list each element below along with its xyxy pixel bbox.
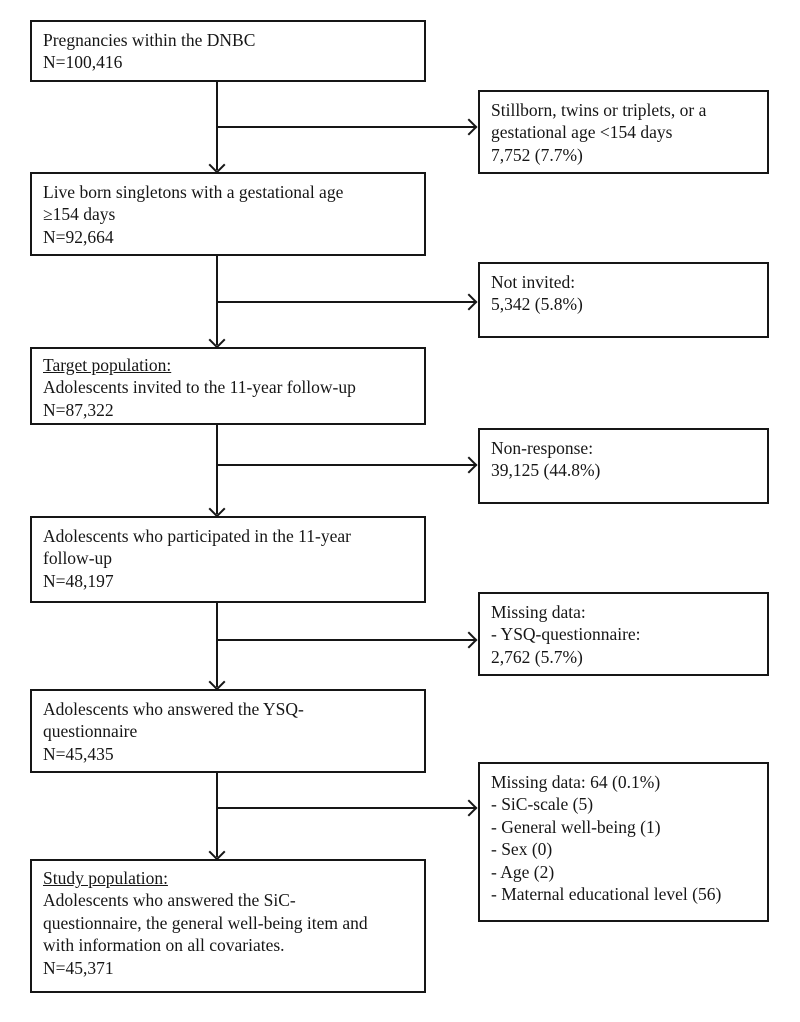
arrow-right-icon — [461, 800, 478, 817]
box-text-line: - SiC-scale (5) — [491, 794, 594, 815]
flow-box-target-population — [30, 347, 426, 425]
arrow-down-icon — [209, 501, 226, 518]
connector-horizontal-1 — [217, 126, 475, 128]
exclusion-box-stillborn-twins — [478, 90, 769, 174]
exclusion-box-missing-covariates — [478, 762, 769, 922]
box-text-line: - General well-being (1) — [491, 816, 661, 837]
box-text-line: Missing data: 64 (0.1%) — [491, 772, 661, 792]
box-n-value: N=45,371 — [43, 957, 114, 978]
exclusion-box-non-response — [478, 428, 769, 504]
arrow-down-icon — [209, 157, 226, 174]
flow-box-participated-follow-up — [30, 516, 426, 603]
box-text-line: - Maternal educational level (56) — [491, 883, 722, 904]
flow-box-pregnancies-dnbc — [30, 20, 426, 82]
box-text-line: - Age (2) — [491, 861, 555, 882]
box-text-line: Adolescents who answered the YSQ- — [43, 699, 304, 719]
box-text-line: Not invited: — [491, 272, 576, 292]
flow-box-study-population — [30, 859, 426, 993]
arrow-down-icon — [209, 674, 226, 691]
box-text-line: gestational age <154 days — [491, 122, 673, 143]
flow-box-answered-ysq — [30, 689, 426, 773]
connector-horizontal-5 — [217, 807, 475, 809]
box-n-value: 2,762 (5.7%) — [491, 646, 583, 667]
connector-horizontal-3 — [217, 464, 475, 466]
box-text-line: with information on all covariates. — [43, 935, 285, 956]
box-text-line: follow-up — [43, 548, 113, 569]
arrow-right-icon — [461, 457, 478, 474]
box-title: Study population: — [43, 868, 168, 888]
box-text-line: Stillborn, twins or triplets, or a — [491, 100, 707, 120]
box-n-value: N=92,664 — [43, 226, 114, 247]
box-n-value: 5,342 (5.8%) — [491, 294, 583, 315]
box-text-line: - YSQ-questionnaire: — [491, 624, 641, 645]
box-text-line: Adolescents who participated in the 11-year — [43, 526, 351, 546]
box-text-line: Adolescents invited to the 11-year follow-up — [43, 377, 356, 398]
box-text-line: Pregnancies within the DNBC — [43, 30, 256, 50]
box-n-value: 7,752 (7.7%) — [491, 144, 583, 165]
arrow-right-icon — [461, 632, 478, 649]
flow-box-live-born-singletons — [30, 172, 426, 256]
box-n-value: 39,125 (44.8%) — [491, 460, 601, 481]
connector-horizontal-2 — [217, 301, 475, 303]
exclusion-box-missing-ysq — [478, 592, 769, 676]
box-title: Target population: — [43, 355, 172, 375]
arrow-down-icon — [209, 332, 226, 349]
exclusion-box-not-invited — [478, 262, 769, 338]
box-text-line: Adolescents who answered the SiC- — [43, 890, 296, 911]
arrow-right-icon — [461, 294, 478, 311]
box-n-value: N=100,416 — [43, 52, 123, 73]
box-text-line: questionnaire, the general well-being item and — [43, 912, 368, 933]
box-text-line: ≥154 days — [43, 204, 116, 225]
arrow-right-icon — [461, 119, 478, 136]
box-n-value: N=45,435 — [43, 743, 114, 764]
arrow-down-icon — [209, 844, 226, 861]
box-text-line: questionnaire — [43, 721, 138, 742]
box-text-line: - Sex (0) — [491, 839, 553, 860]
box-n-value: N=87,322 — [43, 399, 114, 420]
box-text-line: Missing data: — [491, 602, 586, 622]
box-n-value: N=48,197 — [43, 570, 114, 591]
box-text-line: Non-response: — [491, 438, 594, 458]
connector-horizontal-4 — [217, 639, 475, 641]
box-text-line: Live born singletons with a gestational age — [43, 182, 344, 202]
